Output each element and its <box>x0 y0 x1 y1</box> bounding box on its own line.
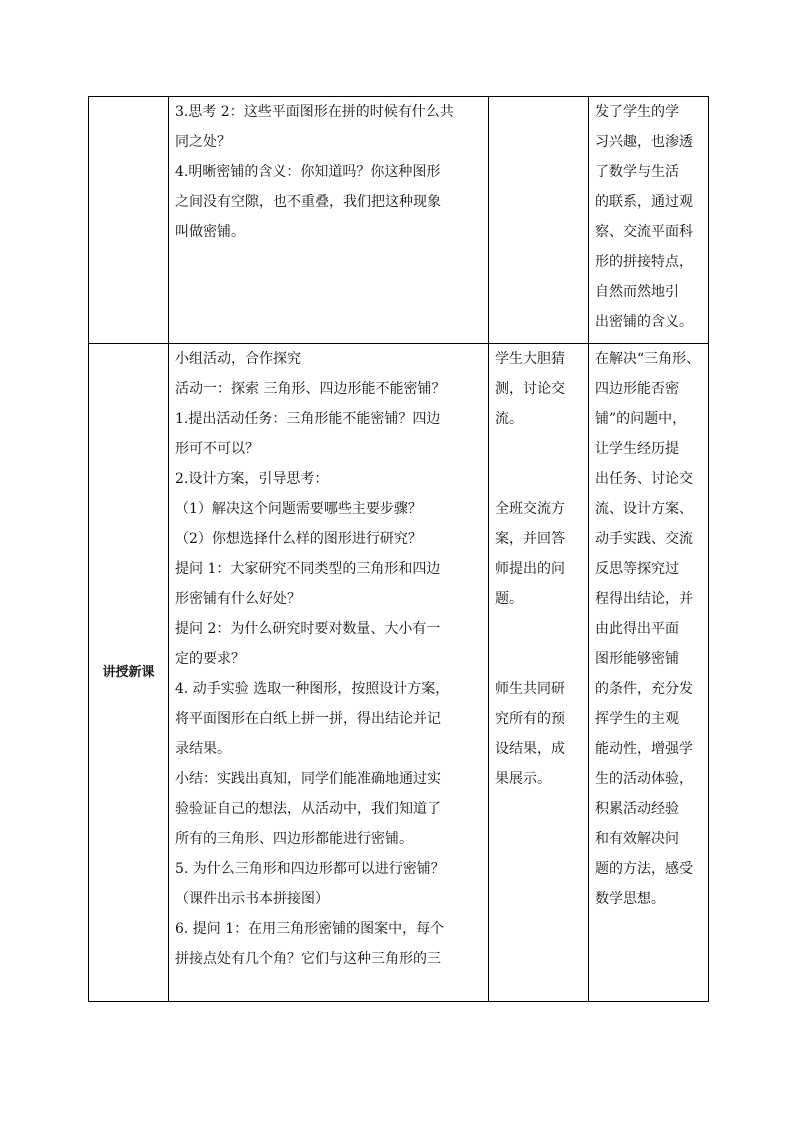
text-line: 生的活动体验， <box>595 771 693 787</box>
text-line: 题。 <box>495 591 523 607</box>
text-line: 测，讨论交 <box>495 381 565 397</box>
text-line: 察、交流平面科 <box>595 224 693 240</box>
text-line: 设结果，成 <box>495 741 565 757</box>
text-line: 录结果。 <box>175 741 231 757</box>
student-activity-cell <box>489 344 589 1002</box>
text-line: 了数学与生活 <box>595 164 679 180</box>
text-line: 6. 提问 1：在用三角形密铺的图案中，每个 <box>175 921 445 937</box>
spacer <box>495 644 584 674</box>
text-line: 由此得出平面 <box>595 621 679 637</box>
text-line: 5. 为什么三角形和四边形都可以进行密铺？ <box>175 861 445 877</box>
spacer <box>495 464 584 494</box>
text-line: 拼接点处有几个角？它们与这种三角形的三 <box>175 951 441 967</box>
student-activity-cell <box>489 97 589 344</box>
text-line: 的联系，通过观 <box>595 194 693 210</box>
text-line: 所有的三角形、四边形都能进行密铺。 <box>175 831 413 847</box>
text-line: 题的方法，感受 <box>595 861 693 877</box>
text-line: 能动性，增强学 <box>595 741 693 757</box>
text-line: 出任务、讨论交 <box>595 471 693 487</box>
text-line: 之间没有空隙，也不重叠，我们把这种现象 <box>175 194 441 210</box>
text-line: 提问 2：为什么研究时要对数量、大小有一 <box>175 621 441 637</box>
stage-label-cell <box>89 97 169 344</box>
text-line: 挥学生的主观 <box>595 711 679 727</box>
text-line: 同之处？ <box>175 134 231 150</box>
text-line: 形的拼接特点， <box>595 254 693 270</box>
teaching-process-cell <box>169 97 489 344</box>
lesson-plan-table <box>88 96 709 1002</box>
text-line: 形可不可以？ <box>175 441 259 457</box>
text-line: 小结：实践出真知，同学们能准确地通过实 <box>175 771 441 787</box>
text-line: 验验证自己的想法，从活动中，我们知道了 <box>175 801 441 817</box>
text-line: 图形能够密铺 <box>595 651 679 667</box>
text-line: 究所有的预 <box>495 711 565 727</box>
text-line: 4.明晰密铺的含义：你知道吗？你这种图形 <box>175 164 441 180</box>
spacer <box>495 434 584 464</box>
text-line: 让学生经历提 <box>595 441 679 457</box>
text-line: 自然而然地引 <box>595 284 679 300</box>
text-line: 2.设计方案，引导思考： <box>175 471 329 487</box>
text-line: 积累活动经验 <box>595 801 679 817</box>
text-line: （2）你想选择什么样的图形进行研究？ <box>175 531 422 547</box>
design-intent-cell <box>589 97 709 344</box>
text-line: 四边形能否密 <box>595 381 679 397</box>
stage-label-cell <box>89 344 169 1002</box>
text-line: 师生共同研 <box>495 681 565 697</box>
text-line: 动手实践、交流 <box>595 531 693 547</box>
text-line: 和有效解决问 <box>595 831 679 847</box>
text-line: 的条件，充分发 <box>595 681 693 697</box>
text-line: 提问 1：大家研究不同类型的三角形和四边 <box>175 561 441 577</box>
spacer <box>495 614 584 644</box>
text-line: 数学思想。 <box>595 891 665 907</box>
text-line: 发了学生的学 <box>595 104 679 120</box>
text-line: 流、设计方案、 <box>595 501 693 517</box>
text-line: 果展示。 <box>495 771 551 787</box>
text-line: 小组活动，合作探究 <box>175 351 301 367</box>
text-line: 将平面图形在白纸上拼一拼，得出结论并记 <box>175 711 441 727</box>
text-line: 活动一：探索 三角形、四边形能不能密铺？ <box>175 381 446 397</box>
text-line: 铺”的问题中， <box>595 411 687 427</box>
design-intent-cell <box>589 344 709 1002</box>
text-line: 在解决“三角形、 <box>595 351 701 367</box>
text-line: 学生大胆猜 <box>495 351 565 367</box>
text-line: （1）解决这个问题需要哪些主要步骤？ <box>175 501 422 517</box>
text-line: 案，并回答 <box>495 531 565 547</box>
teaching-process-cell <box>169 344 489 1002</box>
text-line: 师提出的问 <box>495 561 565 577</box>
table-row <box>89 344 709 1002</box>
text-line: 1.提出活动任务：三角形能不能密铺？四边 <box>175 411 441 427</box>
text-line: 叫做密铺。 <box>175 224 245 240</box>
text-line: 定的要求？ <box>175 651 245 667</box>
text-line: 全班交流方 <box>495 501 565 517</box>
text-line: （课件出示书本拼接图） <box>175 891 329 907</box>
text-line: 习兴趣，也渗透 <box>595 134 693 150</box>
stage-label: 讲授新课 <box>102 664 155 680</box>
text-line: 形密铺有什么好处？ <box>175 591 301 607</box>
text-line: 3.思考 2：这些平面图形在拼的时候有什么共 <box>175 104 454 120</box>
text-line: 程得出结论，并 <box>595 591 693 607</box>
text-line: 反思等探究过 <box>595 561 679 577</box>
text-line: 出密铺的含义。 <box>595 314 693 330</box>
text-line: 4. 动手实验 选取一种图形，按照设计方案， <box>175 681 450 697</box>
table-row <box>89 97 709 344</box>
text-line: 流。 <box>495 411 523 427</box>
